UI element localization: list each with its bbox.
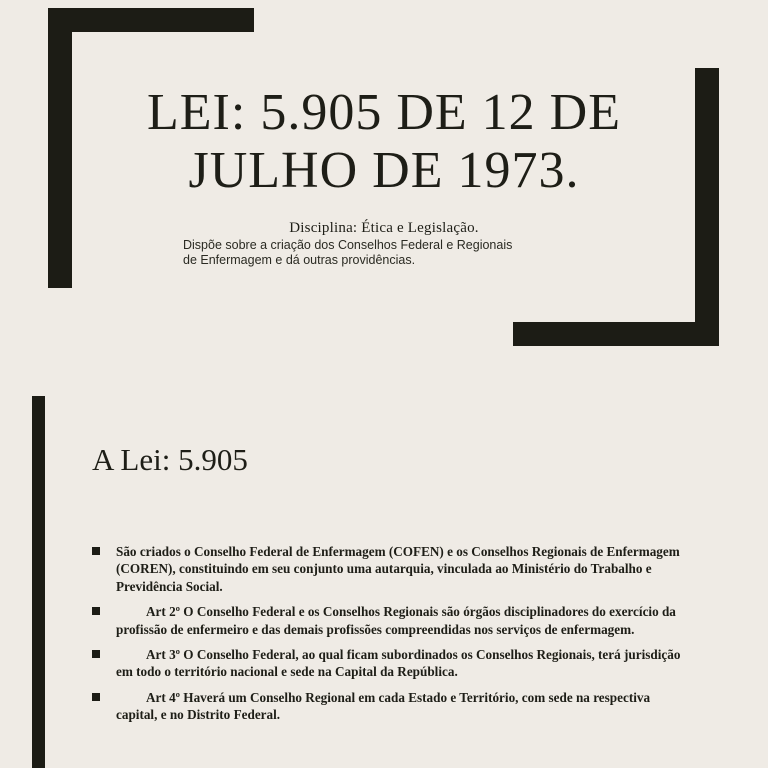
- square-bullet-icon: [92, 547, 100, 555]
- frame-bottom-right-horizontal: [513, 322, 719, 346]
- title-line-2: JULHO DE 1973.: [188, 142, 580, 199]
- item-text: Art 2º O Conselho Federal e os Conselhos Regionais são órgãos disciplinadores do exercício da profissão de enfermeiro e das demais profissões compreendidas nos serviços de enfermagem.: [116, 604, 676, 637]
- list-item: [92, 603, 682, 638]
- description-line-2: de Enfermagem e dá outras providências.: [183, 253, 416, 267]
- subject-subtitle: Disciplina: Ética e Legislação.: [289, 220, 479, 236]
- square-bullet-icon: [92, 650, 100, 658]
- square-bullet-icon: [92, 693, 100, 701]
- law-description: [183, 238, 603, 268]
- list-item: [92, 543, 682, 595]
- item-text: Art 3º O Conselho Federal, ao qual ficam subordinados os Conselhos Regionais, terá jurisdição em todo o território nacional e sede na Capital da República.: [116, 647, 681, 680]
- list-item: [92, 646, 682, 681]
- list-item: [92, 689, 682, 724]
- section-heading: A Lei: 5.905: [92, 442, 248, 477]
- frame-top-left-horizontal: [48, 8, 254, 32]
- description-line-1: Dispõe sobre a criação dos Conselhos Federal e Regionais: [183, 238, 513, 252]
- page-title: [60, 84, 708, 200]
- title-line-1: LEI: 5.905 DE 12 DE: [147, 84, 621, 141]
- item-text: São criados o Conselho Federal de Enfermagem (COFEN) e os Conselhos Regionais de Enfermagem (COREN), constituindo em seu conjunto uma autarquia, vinculada ao Ministério do Trabalho e Previdência Social.: [116, 544, 680, 594]
- article-list: [92, 543, 682, 732]
- item-text: Art 4º Haverá um Conselho Regional em cada Estado e Território, com sede na respectiva capital, e no Distrito Federal.: [116, 689, 651, 723]
- section-left-accent-bar: [32, 396, 45, 768]
- square-bullet-icon: [92, 607, 100, 615]
